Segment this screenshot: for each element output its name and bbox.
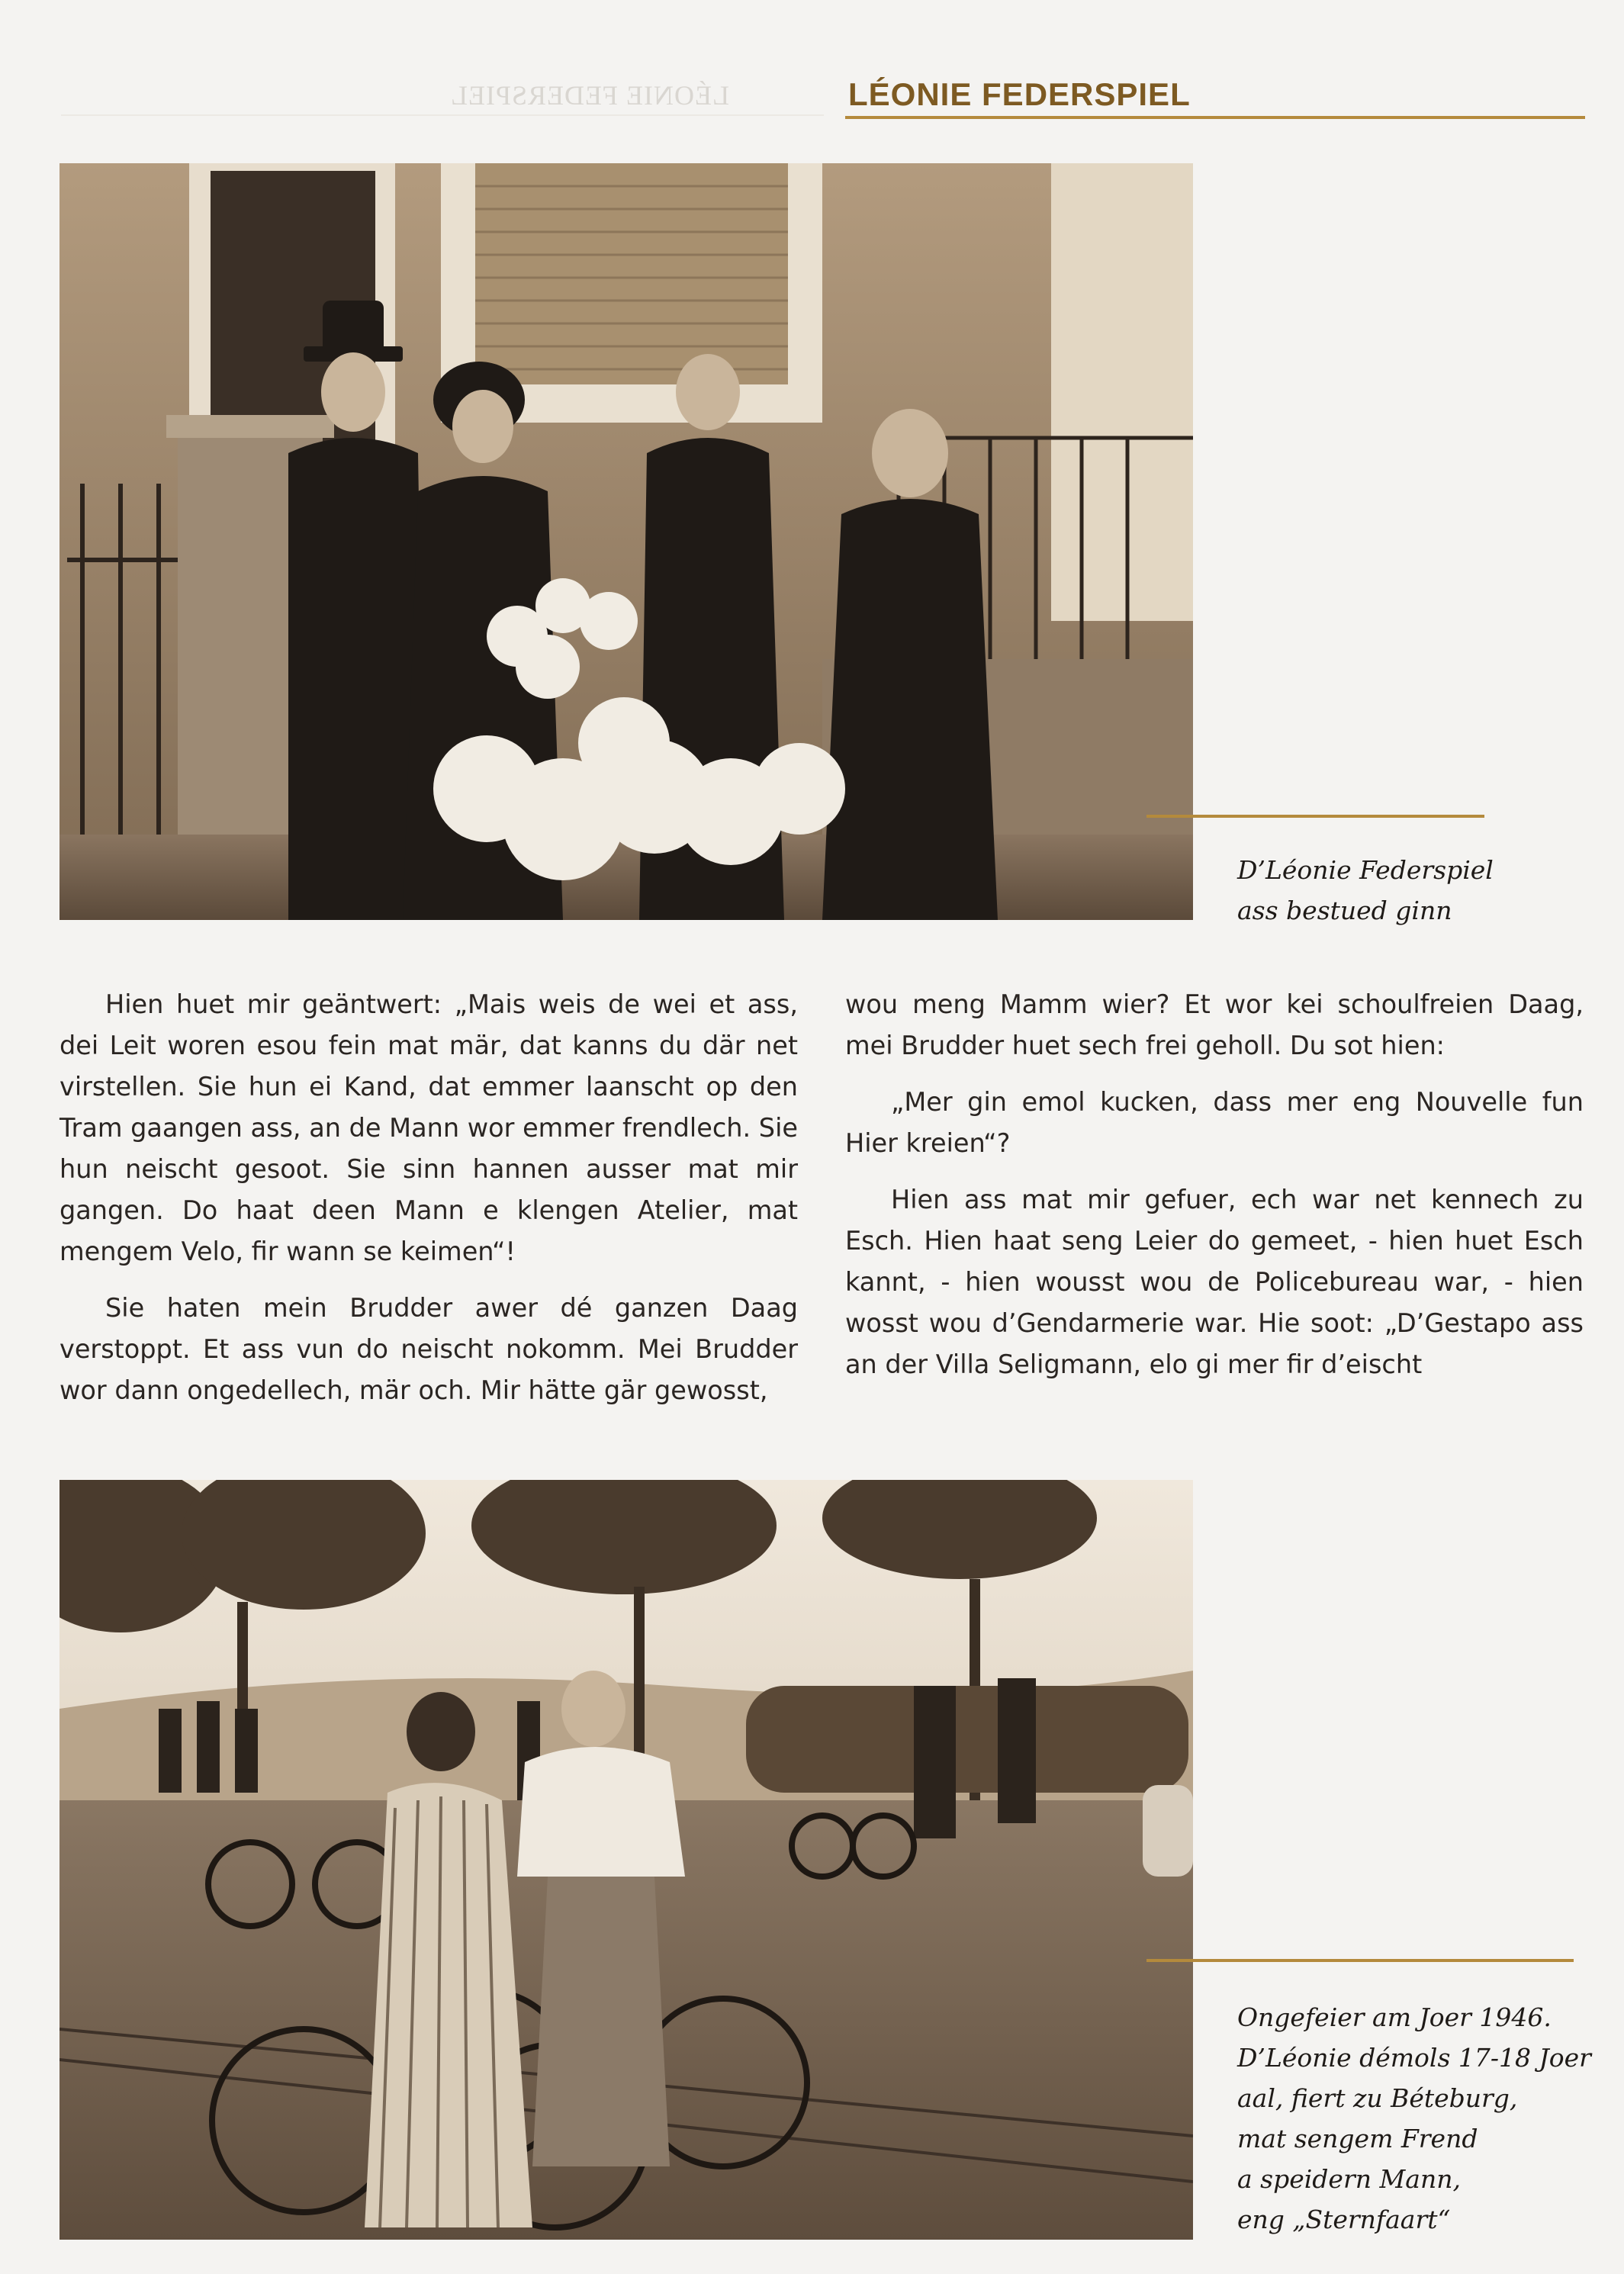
caption-line: ass bestued ginn — [1237, 896, 1452, 925]
caption-line: a speidern Mann, — [1237, 2164, 1461, 2194]
bicycle-street-photo — [59, 1480, 1193, 2240]
bleed-through-header: LÉONIE FEDERSPIEL — [450, 80, 729, 111]
wedding-caption — [1237, 850, 1494, 931]
wedding-photo — [59, 163, 1193, 920]
paragraph: Sie haten mein Brudder awer dé ganzen Daag verstoppt. Et ass vun do neischt nokomm. Mei Brudder wor dann ongedellech, mär och. Mir hätte gär gewosst, — [59, 1293, 798, 1405]
paragraph: Hien huet mir geäntwert: „Mais weis de wei et ass, dei Leit woren esou fein mat mär, dat kanns du där net virstellen. Sie hun ei Kand, dat emmer laanscht op den Tram gaangen ass, an de Mann wor emmer frendlech. Sie hun neischt gesoot. Sie sinn hannen ausser mat mir gangen. Do haat deen Mann e klengen Atelier, mat mengem Velo, fir wann se keimen“! — [59, 989, 798, 1266]
text-column-left — [59, 984, 798, 1426]
paragraph: Hien ass mat mir gefuer, ech war net kennech zu Esch. Hien haat seng Leier do gemeet, - hien huet Esch kannt, - hien wousst wou de Policebureau war, - hien wosst wou d’Gendarmerie war. Hie soot: „D’Gestapo ass an der Villa Seligmann, elo gi mer fir d’eischt — [845, 1185, 1584, 1379]
header-rule — [845, 116, 1585, 119]
caption-line: Ongefeier am Joer 1946. — [1237, 2002, 1552, 2032]
paragraph: „Mer gin emol kucken, dass mer eng Nouvelle fun Hier kreien“? — [845, 1087, 1584, 1158]
bicycle-caption — [1237, 1997, 1591, 2240]
caption-line: D’Léonie Federspiel — [1237, 855, 1494, 885]
caption-line: aal, fiert zu Béteburg, — [1237, 2083, 1518, 2113]
caption-rule-1 — [1146, 815, 1484, 818]
photo-image — [59, 163, 1193, 920]
text-column-right — [845, 984, 1584, 1401]
caption-line: D’Léonie démols 17-18 Joer — [1237, 2043, 1591, 2073]
caption-line: mat sengem Frend — [1237, 2124, 1478, 2153]
photo-image — [59, 1480, 1193, 2240]
caption-rule-2 — [1146, 1959, 1574, 1962]
paragraph: wou meng Mamm wier? Et wor kei schoulfreien Daag, mei Brudder huet sech frei geholl. Du sot hien: — [845, 989, 1584, 1060]
bleed-through-rule — [61, 114, 824, 116]
page-title: LÉONIE FEDERSPIEL — [848, 76, 1191, 112]
caption-line: eng „Sternfaart“ — [1237, 2205, 1451, 2234]
